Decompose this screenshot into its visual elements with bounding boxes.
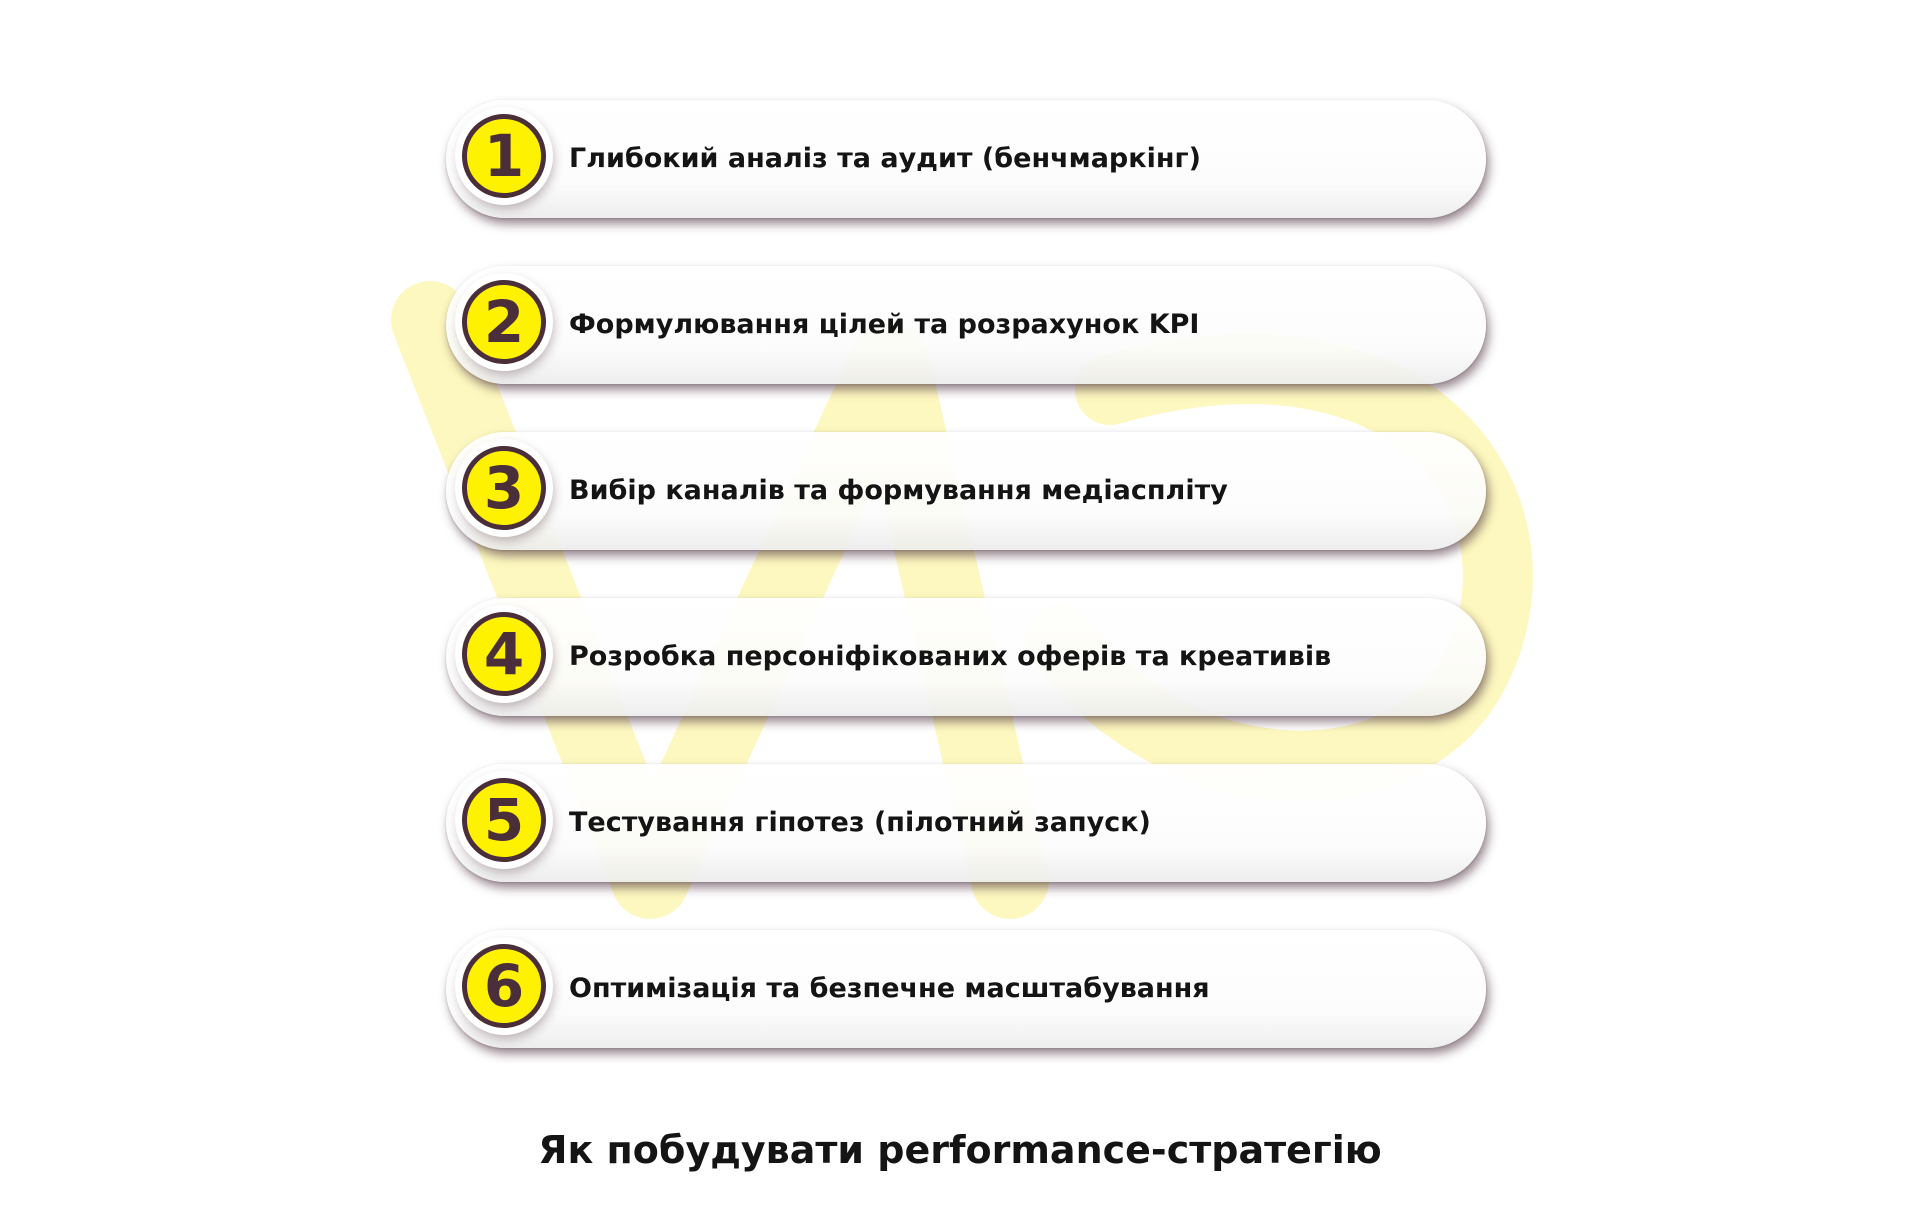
step-number-badge: 5 [462,778,546,862]
step-card [446,930,1486,1048]
step-card [446,266,1486,384]
step-number-badge: 3 [462,446,546,530]
step-card [446,598,1486,716]
step-number-badge: 6 [462,944,546,1028]
step-number-badge: 1 [462,114,546,198]
step-label: Глибокий аналіз та аудит (бенчмаркінг) [569,143,1201,174]
step-label: Тестування гіпотез (пілотний запуск) [569,807,1151,838]
step-number-badge: 4 [462,612,546,696]
step-number-badge: 2 [462,280,546,364]
step-card [446,764,1486,882]
step-card [446,432,1486,550]
step-label: Оптимізація та безпечне масштабування [569,973,1210,1004]
step-label: Розробка персоніфікованих оферів та креативів [569,641,1332,672]
step-label: Вибір каналів та формування медіасплiту [569,475,1228,506]
diagram-caption: Як побудувати performance-стратегію [538,1128,1382,1172]
step-label: Формулювання цілей та розрахунок KPI [569,309,1200,340]
steps-list [446,100,1486,1096]
step-card [446,100,1486,218]
